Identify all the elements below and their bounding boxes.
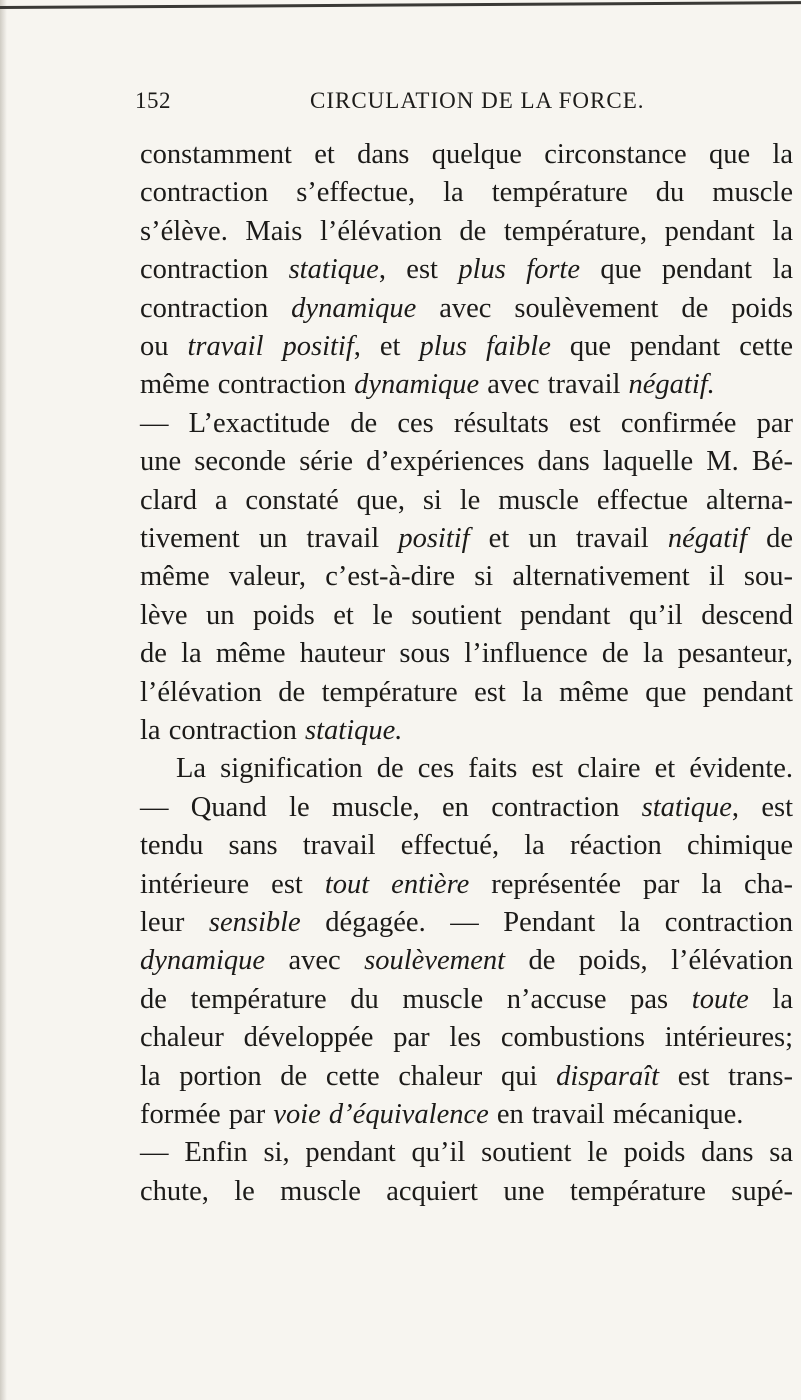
- italic-text: plus forte: [458, 254, 581, 286]
- text-line: [140, 405, 793, 443]
- running-title: CIRCULATION DE LA FORCE.: [310, 88, 645, 113]
- text-line: [140, 520, 793, 558]
- italic-text: sensible: [208, 907, 301, 938]
- text-run: lève un poids et le soutient pendant qu’il descend: [140, 599, 793, 631]
- text-line: [140, 558, 793, 596]
- italic-text: positif: [398, 523, 470, 554]
- text-run: s’élève. Mais l’élévation de température, pendant la: [140, 215, 793, 247]
- text-line: [140, 1173, 793, 1211]
- text-line: [140, 597, 793, 635]
- text-run: dégagée. — Pendant la contraction: [300, 907, 793, 938]
- text-line: [140, 482, 793, 520]
- text-run: La signification de ces faits est claire et évidente.: [176, 753, 793, 785]
- text-run: que pendant cette: [550, 331, 794, 362]
- text-run: l’élévation de température est la même que pendant: [140, 676, 793, 708]
- text-run: une seconde série d’expériences dans laquelle M. Bé-: [140, 446, 793, 478]
- text-run: clard a constaté que, si le muscle effectue alterna-: [140, 484, 793, 516]
- text-line: [140, 1096, 793, 1134]
- text-run: ou: [140, 331, 188, 362]
- text-line: [140, 1134, 793, 1172]
- text-line: [140, 827, 793, 865]
- text-line: [140, 251, 793, 289]
- text-line: [140, 213, 793, 251]
- italic-text: négatif.: [628, 369, 715, 401]
- text-run: de poids, l’élévation: [505, 945, 793, 977]
- text-run: avec travail: [479, 369, 629, 401]
- text-line: [140, 136, 793, 174]
- text-run: même contraction: [140, 369, 355, 401]
- text-line: [140, 981, 793, 1019]
- text-run: et un travail: [469, 523, 668, 554]
- italic-text: travail positif: [187, 331, 354, 362]
- top-rule: [0, 1, 801, 9]
- italic-text: négatif: [667, 523, 747, 554]
- text-line: [140, 712, 793, 750]
- text-run: que pendant la: [580, 254, 794, 286]
- text-run: tendu sans travail effectué, la réaction chimique: [140, 830, 793, 862]
- italic-text: soulèvement: [364, 945, 506, 977]
- italic-text: voie d’équivalence: [273, 1099, 489, 1130]
- text-line: [140, 366, 793, 404]
- text-line: [140, 789, 793, 827]
- text-run: chaleur développée par les combustions intérieures;: [140, 1022, 793, 1054]
- text-line: [140, 443, 793, 481]
- italic-text: toute: [691, 983, 749, 1015]
- text-run: — L’exactitude de ces résultats est confirmée par: [140, 407, 793, 439]
- text-run: même valeur, c’est-à-dire si alternativement il sou-: [140, 561, 793, 593]
- text-line: [140, 904, 793, 942]
- text-line: [140, 1019, 793, 1057]
- italic-text: statique.: [305, 715, 403, 746]
- text-line: [140, 942, 793, 980]
- text-run: de la même hauteur sous l’influence de la pesanteur,: [140, 638, 793, 670]
- italic-text: disparaît: [556, 1060, 660, 1092]
- text-run: représentée par la cha-: [469, 868, 793, 900]
- text-run: la: [748, 983, 793, 1015]
- text-run: tivement un travail: [140, 523, 399, 554]
- italic-text: tout entière: [324, 868, 470, 900]
- text-run: contraction: [140, 292, 292, 324]
- text-line: [176, 750, 793, 788]
- text-run: intérieure est: [140, 868, 325, 900]
- page-binding-edge: [0, 0, 7, 1400]
- italic-text: statique: [641, 791, 732, 823]
- text-run: avec: [265, 945, 365, 977]
- page-header: [135, 88, 695, 118]
- text-run: contraction: [140, 254, 289, 286]
- text-run: formée par: [140, 1099, 274, 1130]
- text-line: [140, 290, 793, 328]
- text-run: la portion de cette chaleur qui: [140, 1060, 557, 1092]
- text-run: , est: [378, 254, 459, 286]
- italic-text: dynamique: [291, 292, 417, 324]
- text-run: la contraction: [140, 715, 306, 746]
- italic-text: plus faible: [419, 331, 551, 362]
- text-run: — Enfin si, pendant qu’il soutient le poids dans sa: [140, 1137, 793, 1169]
- text-run: en travail mécanique.: [488, 1099, 744, 1130]
- text-run: , est: [731, 791, 793, 823]
- text-run: avec soulèvement de poids: [416, 292, 793, 324]
- text-run: de: [746, 523, 793, 554]
- text-line: [140, 174, 793, 212]
- page-number: 152: [135, 88, 171, 113]
- text-line: [140, 866, 793, 904]
- text-run: , et: [353, 331, 420, 362]
- text-run: — Quand le muscle, en contraction: [140, 791, 642, 823]
- italic-text: dynamique: [354, 369, 480, 401]
- text-line: [140, 635, 793, 673]
- text-line: [140, 1058, 793, 1096]
- text-run: de température du muscle n’accuse pas: [140, 983, 692, 1015]
- text-line: [140, 328, 793, 366]
- text-run: chute, le muscle acquiert une température supé-: [140, 1175, 793, 1207]
- text-run: est trans-: [659, 1060, 793, 1092]
- italic-text: dynamique: [140, 945, 266, 977]
- text-line: [140, 674, 793, 712]
- text-run: constamment et dans quelque circonstance que la: [140, 139, 793, 170]
- text-run: leur: [140, 907, 209, 938]
- text-run: contraction s’effectue, la température du muscle: [140, 177, 793, 209]
- italic-text: statique: [288, 254, 379, 286]
